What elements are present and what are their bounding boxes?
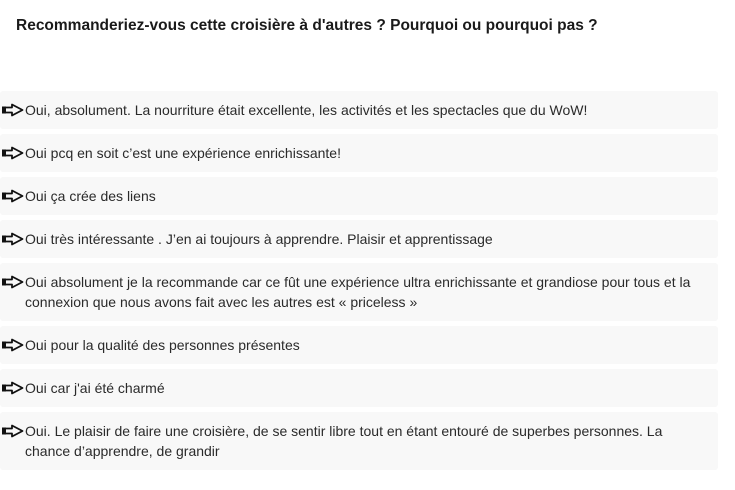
answer-text: Oui car j'ai été charmé bbox=[25, 380, 165, 396]
answer-text: Oui absolument je la recommande car ce fût une expérience ultra enrichissante et grandiose pour tous et la connexion que nous avons fait avec les autres est « priceless » bbox=[25, 274, 691, 310]
answer-text: Oui pour la qualité des personnes présentes bbox=[25, 337, 300, 353]
list-item bbox=[0, 177, 718, 215]
answer-text: Oui pcq en soit c’est une expérience enrichissante! bbox=[25, 145, 341, 161]
pointing-arrow-icon bbox=[2, 189, 24, 203]
answer-text: Oui, absolument. La nourriture était excellente, les activités et les spectacles que du WoW! bbox=[25, 102, 588, 118]
pointing-arrow-icon bbox=[2, 103, 24, 117]
answer-list bbox=[0, 91, 718, 475]
pointing-arrow-icon bbox=[2, 232, 24, 246]
list-item bbox=[0, 326, 718, 364]
pointing-arrow-icon bbox=[2, 424, 24, 438]
answer-text: Oui. Le plaisir de faire une croisière, de se sentir libre tout en étant entouré de superbes personnes. La chance d’apprendre, de grandir bbox=[25, 423, 663, 459]
pointing-arrow-icon bbox=[2, 275, 24, 289]
list-item bbox=[0, 369, 718, 407]
pointing-arrow-icon bbox=[2, 381, 24, 395]
survey-question: Recommanderiez-vous cette croisière à d'autres ? Pourquoi ou pourquoi pas ? bbox=[16, 17, 598, 34]
pointing-arrow-icon bbox=[2, 146, 24, 160]
list-item bbox=[0, 412, 718, 470]
list-item bbox=[0, 91, 718, 129]
list-item bbox=[0, 263, 718, 321]
answer-text: Oui très intéressante . J’en ai toujours à apprendre. Plaisir et apprentissage bbox=[25, 231, 493, 247]
list-item bbox=[0, 134, 718, 172]
answer-text: Oui ça crée des liens bbox=[25, 188, 156, 204]
pointing-arrow-icon bbox=[2, 338, 24, 352]
list-item bbox=[0, 220, 718, 258]
